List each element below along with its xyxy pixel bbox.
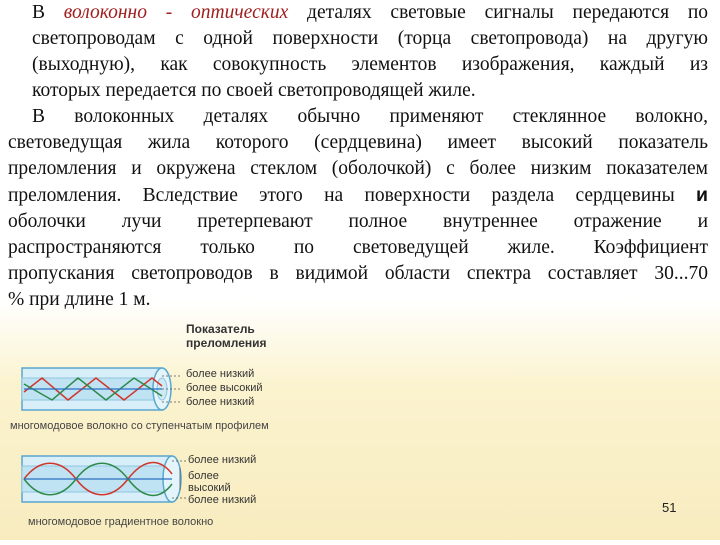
label-graded-low-1: более низкий bbox=[188, 454, 257, 466]
figure-title: Показатель преломления bbox=[186, 322, 267, 350]
p2-line-2: световедущая жила которого (сердцевина) имеет высокий показатель bbox=[8, 132, 708, 153]
label-graded-more: более bbox=[188, 470, 219, 482]
p1-line-4: которых передается по своей светопроводящей жиле. bbox=[32, 80, 476, 101]
label-graded-high: высокий bbox=[188, 482, 231, 494]
label-graded-low-2: более низкий bbox=[188, 494, 257, 506]
p1-line-3: (выходную), как совокупность элементов изображения, каждый из bbox=[32, 54, 708, 75]
p2-line-5: оболочки лучи претерпевают полное внутреннее отражение и bbox=[8, 211, 708, 232]
label-low-1: более низкий bbox=[186, 368, 255, 380]
paragraph-1 bbox=[8, 0, 708, 104]
p2-line-6: распространяются только по световедущей жиле. Коэффициент bbox=[8, 237, 708, 258]
fiber-diagram bbox=[10, 318, 380, 540]
paragraph-2 bbox=[8, 104, 708, 313]
caption-step-index: многомодовое волокно со ступенчатым профилем bbox=[10, 420, 269, 432]
label-high: более высокий bbox=[186, 382, 263, 394]
graded-index-fiber bbox=[22, 456, 186, 502]
page-number: 51 bbox=[662, 500, 677, 515]
p2-line-7: пропускания светопроводов в видимой области спектра составляет 30...70 bbox=[8, 263, 708, 284]
accent-term: волоконно - оптических bbox=[63, 2, 289, 23]
p2-line-8: % при длине 1 м. bbox=[8, 289, 151, 310]
label-low-2: более низкий bbox=[186, 396, 255, 408]
step-index-fiber bbox=[22, 368, 180, 410]
body-text bbox=[8, 0, 708, 313]
caption-graded-index: многомодовое градиентное волокно bbox=[28, 516, 214, 528]
p2-line-3: преломления и окружена стеклом (оболочкой) с более низким показателем bbox=[8, 158, 708, 179]
p2-line-1: В волоконных деталях обычно применяют стеклянное волокно, bbox=[32, 106, 708, 127]
p2-line-4: преломления. Вследствие этого на поверхности раздела сердцевины и bbox=[8, 184, 708, 206]
p1-line-1: В волоконно - оптических деталях световые сигналы передаются по bbox=[32, 2, 708, 23]
p1-line-2: светопроводам с одной поверхности (торца светопровода) на другую bbox=[32, 28, 708, 49]
